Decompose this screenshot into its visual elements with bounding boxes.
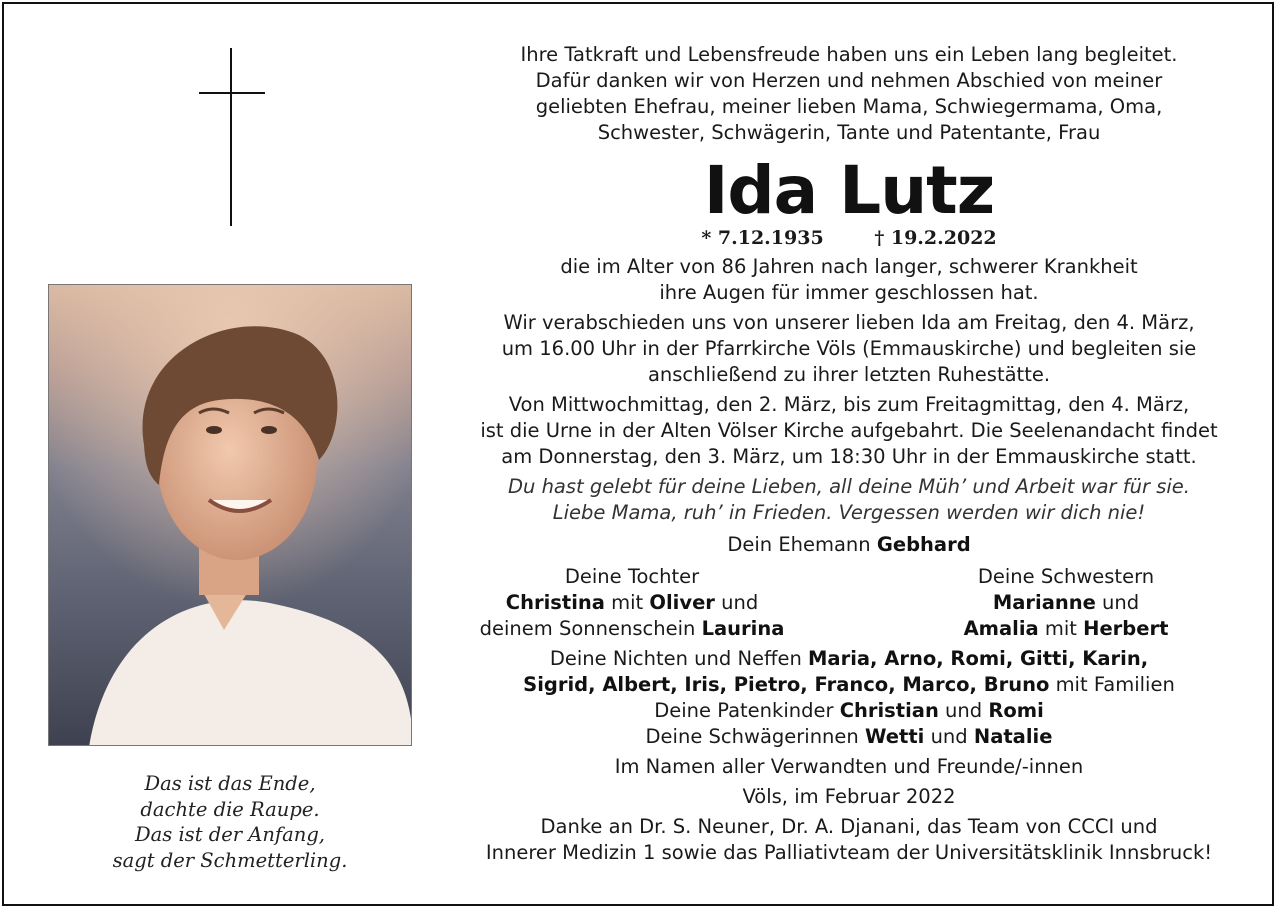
intro-line: geliebten Ehefrau, meiner lieben Mama, Schwiegermama, Oma, [535, 95, 1163, 118]
relative-name: Christian [839, 699, 939, 722]
nieces-line [452, 646, 1246, 672]
funeral-line: um 16.00 Uhr in der Pfarrkirche Völs (Emmauskirche) und begleiten sie [501, 337, 1197, 360]
connector: deinem Sonnenschein [479, 617, 696, 640]
cross-icon [199, 48, 265, 228]
godchildren-line [452, 698, 1246, 724]
daughter-label: Deine Tochter [564, 565, 700, 588]
nieces-label: Deine Nichten und Neffen [549, 647, 802, 670]
deceased-name: Ida Lutz [703, 152, 995, 229]
husband-line [452, 532, 1246, 558]
husband-label: Dein Ehemann [727, 533, 871, 556]
sisters-in-law-label: Deine Schwägerinnen [645, 725, 859, 748]
urn-line: ist die Urne in der Alten Völser Kirche aufgebahrt. Die Seelenandacht findet [480, 419, 1218, 442]
portrait-illustration [49, 285, 412, 746]
life-dates [452, 226, 1246, 250]
intro-line: Ihre Tatkraft und Lebensfreude haben uns ein Leben lang begleitet. [520, 43, 1178, 66]
sisters-in-law-line [452, 724, 1246, 750]
daughter-line [452, 616, 812, 642]
intro-line: Dafür danken wir von Herzen und nehmen Abschied von meiner [535, 69, 1163, 92]
husband-name: Gebhard [876, 533, 971, 556]
thanks-line: Danke an Dr. S. Neuner, Dr. A. Djanani, das Team von CCCI und [540, 815, 1158, 838]
urn-line: Von Mittwochmittag, den 2. März, bis zum Freitagmittag, den 4. März, [508, 393, 1190, 416]
verse-line: Liebe Mama, ruh’ in Frieden. Vergessen werden wir dich nie! [552, 501, 1146, 524]
quote-line: sagt der Schmetterling. [112, 848, 348, 872]
connector: und [930, 725, 968, 748]
connector: und [1102, 591, 1140, 614]
relative-name: Christina [505, 591, 605, 614]
birth-date: * 7.12.1935 [701, 227, 824, 249]
connector: und [721, 591, 759, 614]
relative-name: Laurina [701, 617, 785, 640]
relative-name: Oliver [649, 591, 715, 614]
daughter-line [452, 590, 812, 616]
obituary-card [2, 2, 1274, 906]
relatives-line: Im Namen aller Verwandten und Freunde/-innen [614, 755, 1084, 778]
daughter-block [452, 564, 812, 642]
connector: mit Familien [1055, 673, 1175, 696]
death-date: † 19.2.2022 [874, 227, 997, 249]
relative-name: Herbert [1083, 617, 1169, 640]
nieces-line [452, 672, 1246, 698]
relative-name: Wetti [864, 725, 925, 748]
urn-line: am Donnerstag, den 3. März, um 18:30 Uhr in der Emmauskirche statt. [501, 445, 1197, 468]
family-columns [452, 564, 1246, 642]
age-line: die im Alter von 86 Jahren nach langer, schwerer Krankheit [560, 255, 1138, 278]
age-line: ihre Augen für immer geschlossen hat. [659, 281, 1039, 304]
funeral-line: Wir verabschieden uns von unserer lieben Ida am Freitag, den 4. März, [503, 311, 1195, 334]
relative-name: Amalia [963, 617, 1039, 640]
connector: mit [611, 591, 644, 614]
intro-line: Schwester, Schwägerin, Tante und Patentante, Frau [597, 121, 1101, 144]
quote-line: Das ist das Ende, [144, 772, 316, 795]
obituary-text [452, 42, 1246, 866]
funeral-line: anschließend zu ihrer letzten Ruhestätte. [647, 363, 1051, 386]
sisters-line [886, 616, 1246, 642]
relative-name: Maria, Arno, Romi, Gitti, Karin, [808, 647, 1149, 670]
quote-line: Das ist der Anfang, [134, 823, 325, 846]
sisters-block [886, 564, 1246, 642]
relative-name: Sigrid, Albert, Iris, Pietro, Franco, Marco, Bruno [523, 673, 1050, 696]
butterfly-quote [48, 771, 412, 873]
portrait-photo [48, 284, 412, 746]
connector: und [945, 699, 983, 722]
relative-name: Marianne [992, 591, 1096, 614]
relative-name: Natalie [973, 725, 1053, 748]
verse-line: Du hast gelebt für deine Lieben, all deine Müh’ und Arbeit war für sie. [508, 475, 1190, 498]
sisters-line [886, 590, 1246, 616]
connector: mit [1044, 617, 1077, 640]
quote-line: dachte die Raupe. [140, 797, 320, 821]
godchildren-label: Deine Patenkinder [654, 699, 834, 722]
place-date: Völs, im Februar 2022 [742, 785, 956, 808]
thanks-line: Innerer Medizin 1 sowie das Palliativteam der Universitätsklinik Innsbruck! [485, 841, 1213, 864]
sisters-label: Deine Schwestern [977, 565, 1155, 588]
relative-name: Romi [988, 699, 1044, 722]
